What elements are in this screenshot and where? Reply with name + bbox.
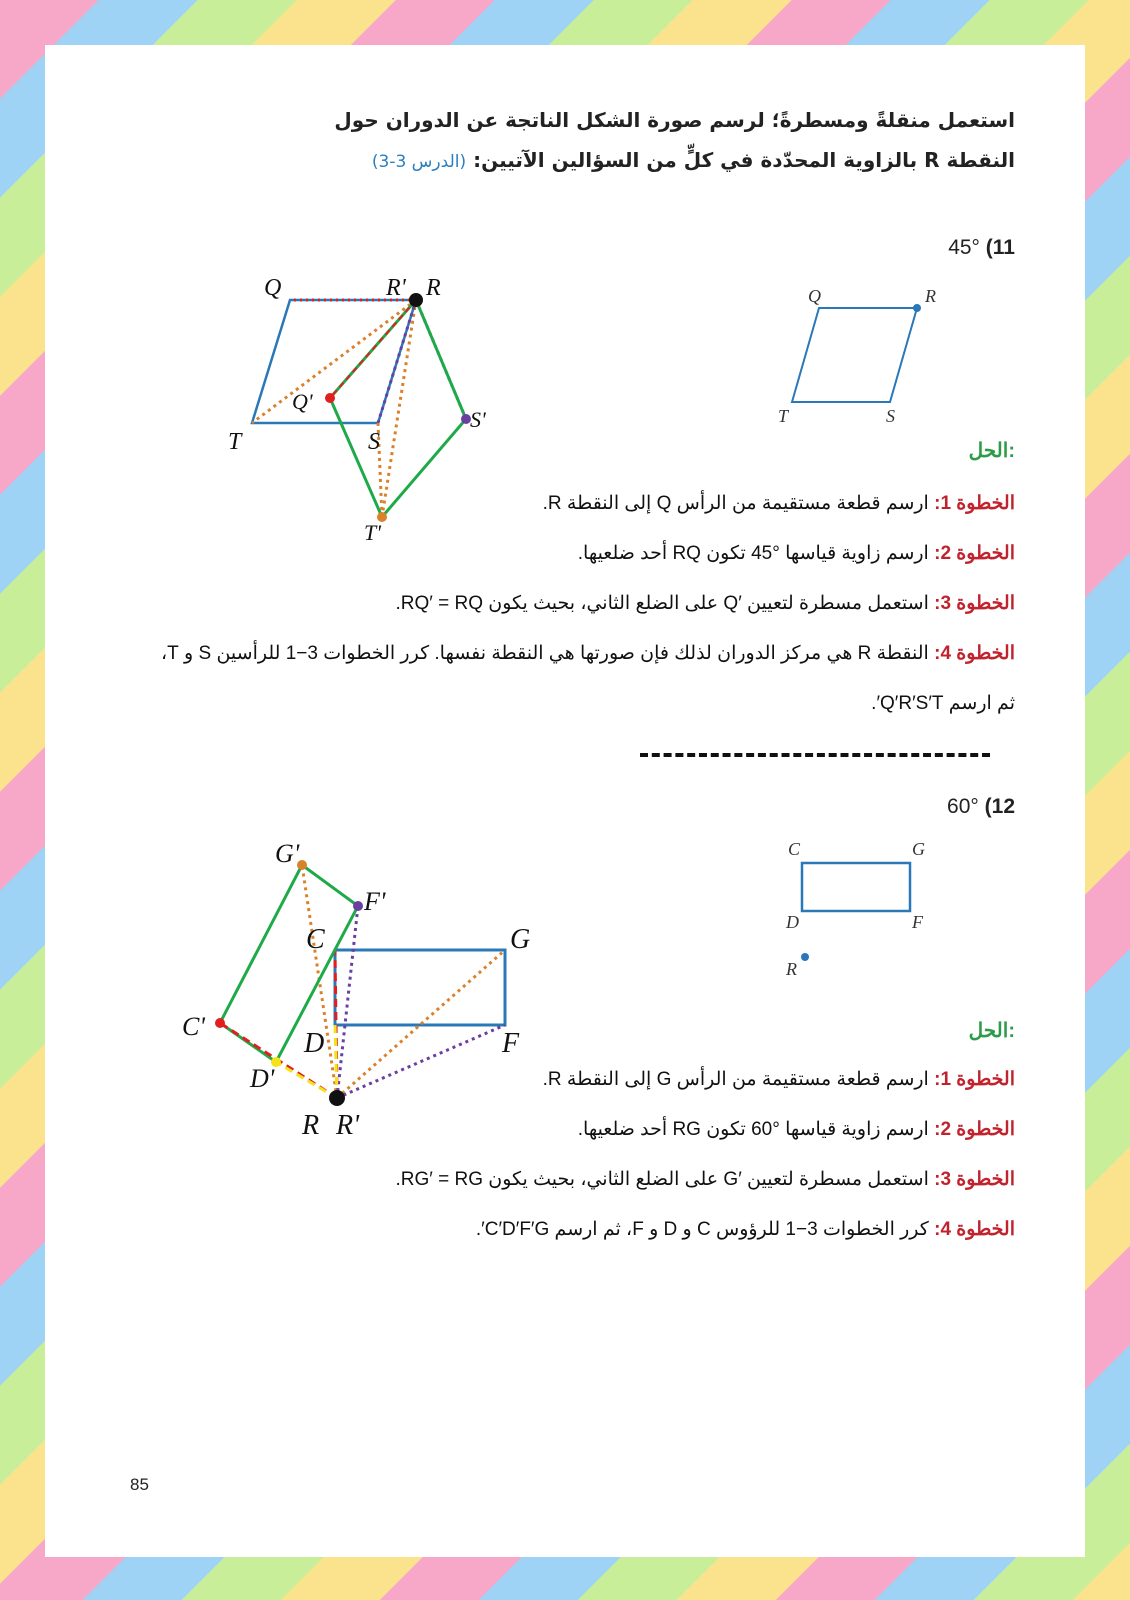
- q12-solution-label: الحل:: [968, 1020, 1015, 1042]
- q11-step-2-label: الخطوة 2:: [934, 543, 1015, 564]
- q11-sol-label-rp: R': [386, 275, 406, 301]
- q11-sol-label-sp: S': [470, 407, 486, 432]
- q11-step-3-label: الخطوة 3:: [934, 593, 1015, 614]
- q11-sol-label-tp: T': [364, 520, 381, 545]
- q12-original-figure: [770, 835, 950, 985]
- q12-sol-label-r: R: [302, 1110, 320, 1141]
- q11-step-1-label: الخطوة 1:: [934, 493, 1015, 514]
- q11-step-3: [395, 592, 1015, 615]
- q12-sol-label-c: C: [306, 924, 325, 955]
- q11-step-4-label: الخطوة 4:: [934, 643, 1015, 664]
- q12-step-2: [578, 1118, 1015, 1141]
- q11-step-1-text: ارسم قطعة مستقيمة من الرأس Q إلى النقطة R.: [542, 493, 929, 514]
- q12-solution-figure: [180, 840, 560, 1140]
- q11-step-2-text: ارسم زاوية قياسها °45 تكون RQ أحد ضلعيها.: [577, 543, 929, 564]
- q11-original-shape: [792, 308, 917, 402]
- q11-step-4: [161, 642, 1015, 665]
- intro-line-1: استعمل منقلةً ومسطرةً؛ لرسم صورة الشكل الناتجة عن الدوران حول: [334, 108, 1015, 132]
- q12-label-c: C: [788, 839, 801, 859]
- q12-number: (12: [984, 795, 1015, 818]
- q12-point-fp: [353, 901, 363, 911]
- q12-point-cp: [215, 1018, 225, 1028]
- q12-sol-label-fp: F': [364, 887, 386, 916]
- q12-step-4-label: الخطوة 4:: [934, 1219, 1015, 1240]
- q12-step-2-label: الخطوة 2:: [934, 1119, 1015, 1140]
- q11-solution-figure: [220, 265, 520, 545]
- q12-angle: 60°: [947, 795, 979, 818]
- q12-yellow-rdp: [276, 1062, 337, 1098]
- lesson-ref: (الدرس 3-3): [371, 152, 467, 172]
- q12-step-3: [395, 1168, 1015, 1191]
- q11-point-qp: [325, 393, 335, 403]
- q11-original-point-r: [913, 304, 921, 312]
- page-number: 85: [130, 1475, 149, 1494]
- q11-step-1: [543, 492, 1015, 515]
- q11-label-t: T: [778, 406, 789, 426]
- q11-sol-label-qp: Q': [292, 389, 313, 414]
- q12-step-3-text: استعمل مسطرة لتعيين ′G على الضلع الثاني، بحيث يكون RG′ = RG.: [395, 1169, 929, 1190]
- q11-header: [948, 236, 1015, 260]
- q12-step-4: [476, 1218, 1015, 1241]
- intro-line-2: [315, 140, 1015, 182]
- q12-label-g: G: [912, 839, 925, 859]
- q11-angle: 45°: [948, 236, 980, 259]
- q11-step-4-text: النقطة R هي مركز الدوران لذلك فإن صورتها هي النقطة نفسها. كرر الخطوات 3−1 للرأسين S و T،: [161, 643, 929, 664]
- q12-original-shape: [802, 863, 910, 911]
- q12-label-f: F: [912, 912, 923, 932]
- q12-dotted-rf: [337, 1025, 505, 1098]
- q12-step-1-text: ارسم قطعة مستقيمة من الرأس G إلى النقطة R.: [542, 1069, 929, 1090]
- q12-step-3-label: الخطوة 3:: [934, 1169, 1015, 1190]
- q12-sol-label-g: G: [510, 924, 531, 955]
- q12-sol-original-shape: [335, 950, 505, 1025]
- q12-point-r: [329, 1090, 345, 1106]
- q11-solution-label: الحل:: [968, 440, 1015, 462]
- q12-sol-label-cp: C': [182, 1012, 205, 1041]
- q12-sol-label-f: F: [502, 1028, 520, 1059]
- q11-number: (11: [985, 236, 1015, 259]
- q11-sol-label-r: R: [426, 275, 441, 301]
- q12-sol-label-rp: R': [336, 1110, 360, 1141]
- q12-step-2-text: ارسم زاوية قياسها °60 تكون RG أحد ضلعيها.: [577, 1119, 929, 1140]
- q12-dashed-rd: [335, 1025, 337, 1098]
- q12-label-d: D: [786, 912, 799, 932]
- q12-step-1-label: الخطوة 1:: [934, 1069, 1015, 1090]
- q11-label-r: R: [925, 286, 936, 306]
- q12-label-r: R: [786, 959, 797, 979]
- q12-step-1: [543, 1068, 1015, 1091]
- q12-header: [947, 795, 1015, 819]
- q12-sol-label-dp: D': [250, 1064, 275, 1093]
- q11-step-4-continued: ثم ارسم Q′R′S′T′.: [871, 693, 1015, 714]
- q11-sol-label-s: S: [368, 429, 380, 455]
- q11-original-figure: [760, 280, 940, 430]
- q11-label-s: S: [886, 406, 895, 426]
- q11-point-r: [409, 293, 423, 307]
- intro-line-2-text: النقطة R بالزاوية المحدّدة في كلٍّ من السؤالين الآتيين:: [473, 148, 1015, 172]
- q11-step-2: [578, 542, 1015, 565]
- page: [45, 45, 1085, 1557]
- q12-original-point-r: [801, 953, 809, 961]
- section-divider: [640, 753, 990, 757]
- q11-image-shape: [330, 300, 466, 517]
- q11-sol-label-q: Q: [264, 275, 282, 301]
- q11-sol-label-t: T: [228, 429, 242, 455]
- q11-step-3-text: استعمل مسطرة لتعيين ′Q على الضلع الثاني، بحيث يكون RQ′ = RQ.: [395, 593, 929, 614]
- q11-label-q: Q: [808, 286, 821, 306]
- q12-dotted-rfp: [337, 906, 358, 1098]
- q12-step-4-text: كرر الخطوات 3−1 للرؤوس C و D و F، ثم ارسم C′D′F′G′.: [475, 1219, 929, 1240]
- q12-sol-label-d: D: [304, 1028, 325, 1059]
- intro-text: [315, 100, 1015, 182]
- q12-sol-label-gp: G': [275, 839, 300, 868]
